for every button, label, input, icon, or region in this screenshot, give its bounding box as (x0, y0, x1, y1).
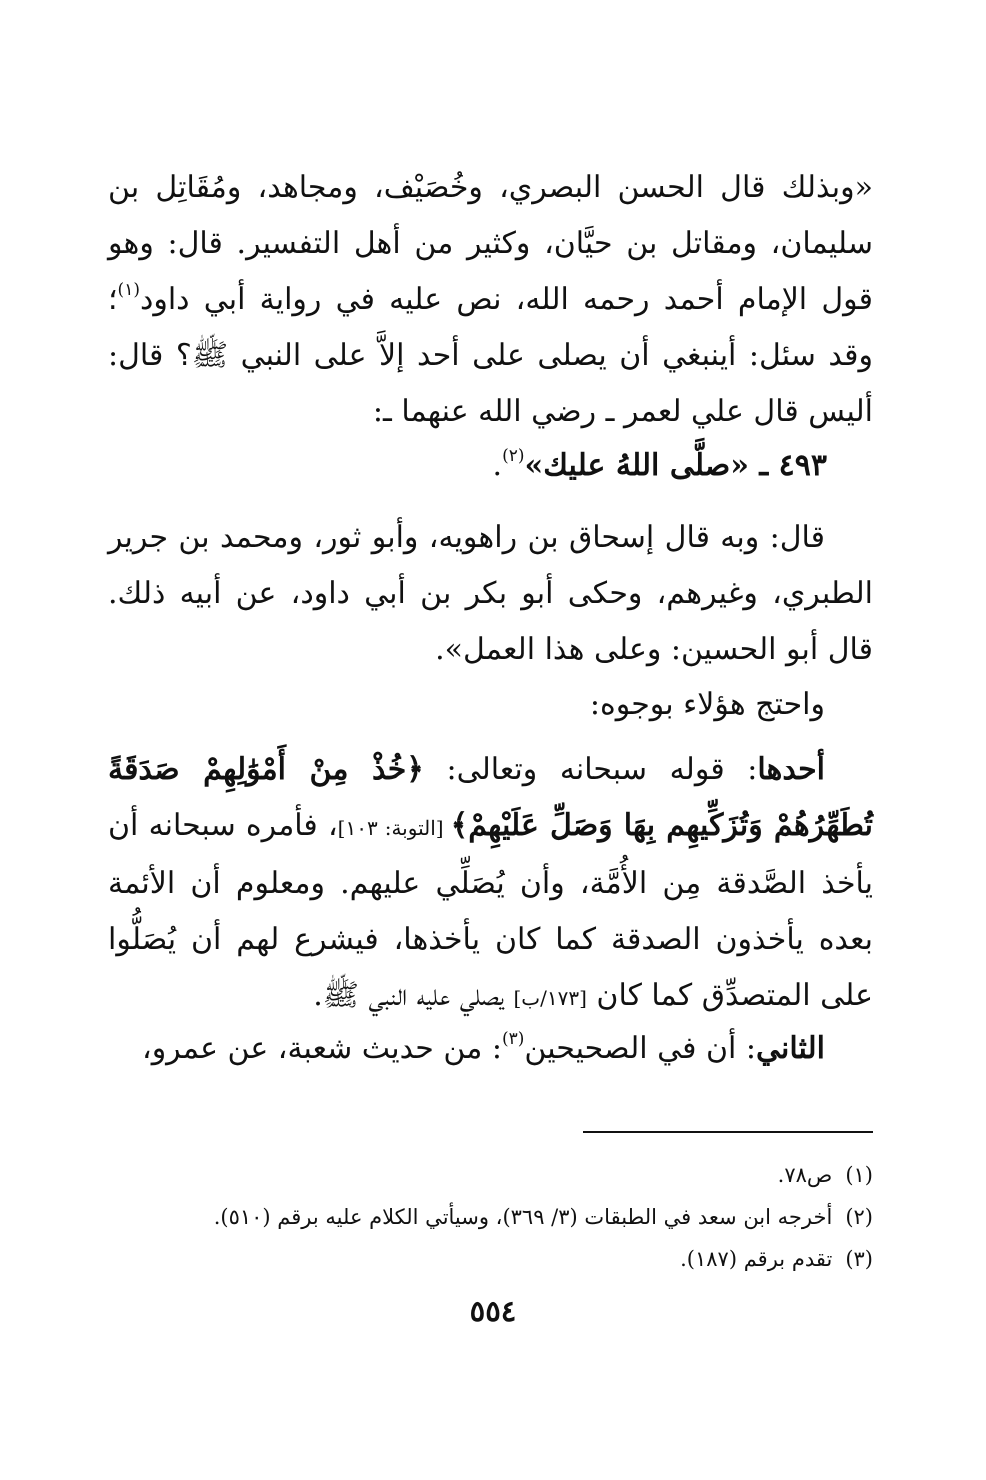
footnote-3 (108, 1238, 873, 1280)
verse-reference: [التوبة: ١٠٣] (337, 816, 451, 840)
footnote-2 (108, 1196, 873, 1238)
footnote-3-number: (٣) (845, 1247, 873, 1271)
p4-text: ، فأمره سبحانه أن يأخذ الصَّدقة مِن الأُمَّة، وأن يُصَلِّي عليهم. ومعلوم أن الأئمة بعده يأخذون الصدقة كما كان يأخذها، فيشرع لهم أن يُصَلُّوا على المتصدِّق كما كان (108, 808, 873, 1013)
footnote-ref-3: (٣) (501, 1029, 525, 1049)
p3-text: واحتج هؤلاء بوجوه: (589, 687, 825, 722)
footnote-3-text: تقدم برقم (١٨٧). (680, 1247, 833, 1271)
hadith-number: ٤٩٣ (778, 448, 827, 483)
footnote-2-number: (٢) (845, 1205, 873, 1229)
p1-text: «وبذلك قال الحسن البصري، وخُصَيْف، ومجاهد، ومُقَاتِل بن سليمان، ومقاتل بن حيَّان، وكثير من أهل التفسير. قال: وهو قول الإمام أحمد رحمه الله، نص عليه في رواية أبي داود (108, 170, 873, 317)
paragraph-4 (108, 742, 873, 1026)
footnote-separator (583, 1131, 873, 1133)
hadith-text: ـ «صلَّى اللهُ عليك» (524, 448, 779, 483)
paragraph-1 (108, 160, 873, 440)
page-number: ٥٥٤ (469, 1294, 517, 1328)
p5-text-2: : من حديث شعبة، عن عمرو، (142, 1031, 502, 1066)
p4-end: يصلي عليه النبي ﷺ. (313, 978, 514, 1013)
paragraph-2 (108, 510, 873, 678)
footnote-1 (108, 1154, 873, 1196)
footnote-2-text: أخرجه ابن سعد في الطبقات (٣/ ٣٦٩)، وسيأتي الكلام عليه برقم (٥١٠). (213, 1205, 833, 1229)
footnote-1-text: ص٧٨. (777, 1163, 833, 1187)
p4-lead: أحدها (757, 752, 825, 787)
footnote-ref-2: (٢) (502, 446, 525, 466)
p4-intro: : قوله سبحانه وتعالى: (423, 752, 758, 787)
manuscript-folio: [١٧٣/ب] (513, 986, 587, 1010)
p1-text-2: ؛ وقد سئل: أينبغي أن يصلى على أحد إلاَّ على النبي ﷺ؟ قال: أليس قال علي لعمر ـ رضي الله عنهما ـ: (108, 282, 873, 429)
hadith-493 (108, 438, 873, 494)
p5-text-1: : أن في الصحيحين (524, 1031, 756, 1066)
paragraph-5 (108, 1021, 873, 1077)
footnote-ref-1: (١) (117, 280, 140, 300)
footnotes (108, 1154, 873, 1280)
p5-lead: الثاني (755, 1031, 825, 1066)
hadith-end: . (492, 448, 503, 483)
quran-verse: ﴿خُذْ مِنْ أَمْوَٰلِهِمْ صَدَقَةً تُطَهِّرُهُمْ وَتُزَكِّيهِم بِهَا وَصَلِّ عَلَيْهِمْ﴾ (108, 752, 873, 843)
paragraph-3 (108, 677, 873, 733)
p2-text: قال: وبه قال إسحاق بن راهويه، وأبو ثور، ومحمد بن جرير الطبري، وغيرهم، وحكى أبو بكر بن أبي داود، عن أبيه ذلك. قال أبو الحسين: وعلى هذا العمل». (108, 520, 873, 667)
footnote-1-number: (١) (845, 1163, 873, 1187)
